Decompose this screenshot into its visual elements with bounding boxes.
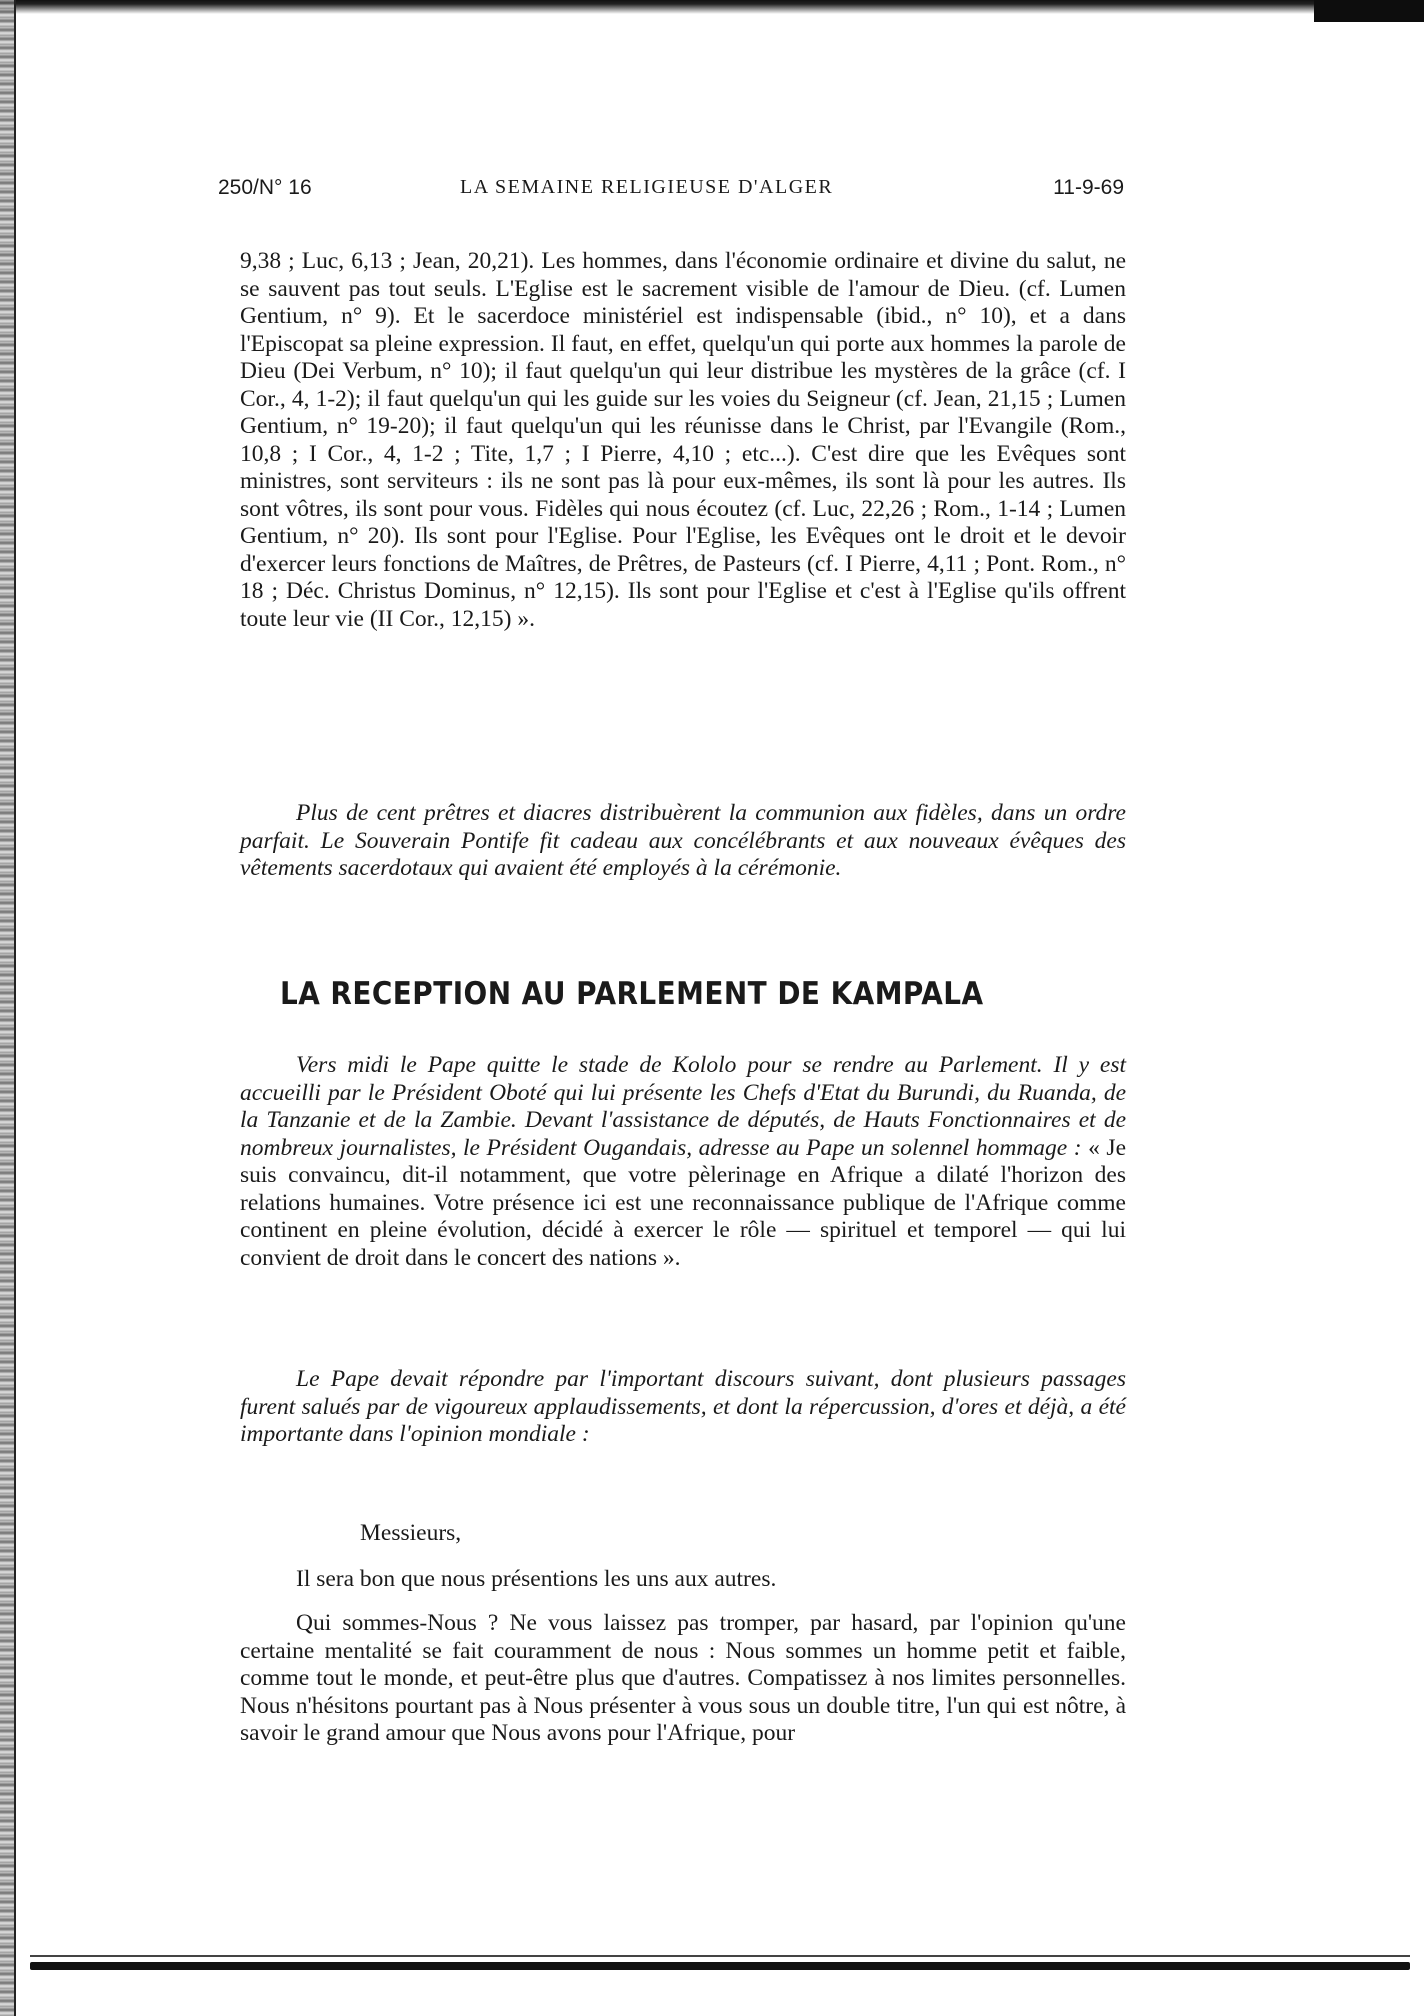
paragraph-pope-reply-intro: Le Pape devait répondre par l'important discours suivant, dont plusieurs passages furent salués par de vigoureux applaudissements, et dont la répercussion, d'ores et déjà, a été importante dans l'opinion mondiale : bbox=[240, 1366, 1126, 1447]
page-number: 250/N° 16 bbox=[218, 176, 312, 199]
paragraph-introductions: Il sera bon que nous présentions les uns aux autres. bbox=[296, 1566, 777, 1592]
scan-border-bottom bbox=[30, 1962, 1410, 1970]
scan-edge-line bbox=[14, 0, 16, 2016]
reception-narrative: Vers midi le Pape quitte le stade de Kololo pour se rendre au Parlement. Il y est accueilli par le Président Oboté qui lui présente les Chefs d'Etat du Burundi, du Ruanda, de la Tanzanie et de la Zambie. Devant l'assistance de députés, de Hauts Fonctionnaires et de nombreux journalistes, le Président Ougandais, adresse au Pape un solennel hommage : bbox=[240, 1052, 1126, 1161]
issue-date: 11-9-69 bbox=[1053, 176, 1124, 199]
paragraph-who-are-we: Qui sommes-Nous ? Ne vous laissez pas tromper, par hasard, par l'opinion qu'une certaine mentalité se fait couramment de nous : Nous sommes un homme petit et faible, comme tout le monde, et peut-être plus que d'autres. Compatissez à nos limites personnelles. Nous n'hésitons pourtant pas à Nous présenter à vous sous un double titre, l'un qui est nôtre, à savoir le grand amour que Nous avons pour l'Afrique, pour bbox=[240, 1610, 1126, 1746]
scan-corner-mark bbox=[1314, 0, 1424, 22]
speech-salutation: Messieurs, bbox=[360, 1520, 462, 1546]
paragraph-bishops-ministers: 9,38 ; Luc, 6,13 ; Jean, 20,21). Les hommes, dans l'économie ordinaire et divine du salut, ne se sauvent pas tout seuls. L'Eglise est le sacrement visible de l'amour de Dieu. (cf. Lumen Gentium, n° 9). Et le sacerdoce ministériel est indispensable (ibid., n° 10), et a dans l'Episcopat sa pleine expression. Il faut, en effet, quelqu'un qui porte aux hommes la parole de Dieu (Dei Verbum, n° 10); il faut quelqu'un qui leur distribue les mystères de la grâce (cf. I Cor., 4, 1-2); il faut quelqu'un qui les guide sur les voies du Seigneur (cf. Jean, 21,15 ; Lumen Gentium, n° 19-20); il faut quelqu'un qui les réunisse dans le Christ, par l'Evangile (Rom., 10,8 ; I Cor., 4, 1-2 ; Tite, 1,7 ; I Pierre, 4,10 ; etc...). C'est dire que les Evêques sont ministres, sont serviteurs : ils ne sont pas là pour eux-mêmes, ils sont là pour les autres. Ils sont vôtres, ils sont pour vous. Fidèles qui nous écoutez (cf. Luc, 22,26 ; Rom., 1-14 ; Lumen Gentium, n° 20). Ils sont pour l'Eglise. Pour l'Eglise, les Evêques ont le droit et le devoir d'exercer leurs fonctions de Maîtres, de Prêtres, de Pasteurs (cf. I Pierre, 4,11 ; Pont. Rom., n° 18 ; Déc. Christus Dominus, n° 12,15). Ils sont pour l'Eglise et c'est à l'Eglise qu'ils offrent toute leur vie (II Cor., 12,15) ». bbox=[240, 248, 1126, 632]
scan-rule-thin bbox=[30, 1955, 1410, 1957]
paragraph-communion: Plus de cent prêtres et diacres distribuèrent la communion aux fidèles, dans un ordre parfait. Le Souverain Pontife fit cadeau aux concélébrants et aux nouveaux évêques des vêtements sacerdotaux qui avaient été employés à la cérémonie. bbox=[240, 800, 1126, 881]
paragraph-parliament-reception bbox=[240, 1052, 1126, 1272]
scan-border-top bbox=[0, 0, 1424, 14]
running-header bbox=[218, 176, 1124, 206]
section-heading: LA RECEPTION AU PARLEMENT DE KAMPALA bbox=[280, 976, 984, 1012]
publication-title: LA SEMAINE RELIGIEUSE D'ALGER bbox=[460, 176, 834, 198]
president-quote: « Je suis convaincu, dit-il notamment, que votre pèlerinage en Afrique a dilaté l'horizon des relations humaines. Votre présence ici est une reconnaissance publique de l'Afrique comme continent en pleine évolution, décidé à exercer le rôle — spirituel et temporel — qui lui convient de droit dans le concert des nations ». bbox=[240, 1134, 1127, 1271]
scan-border-left bbox=[0, 0, 14, 2016]
